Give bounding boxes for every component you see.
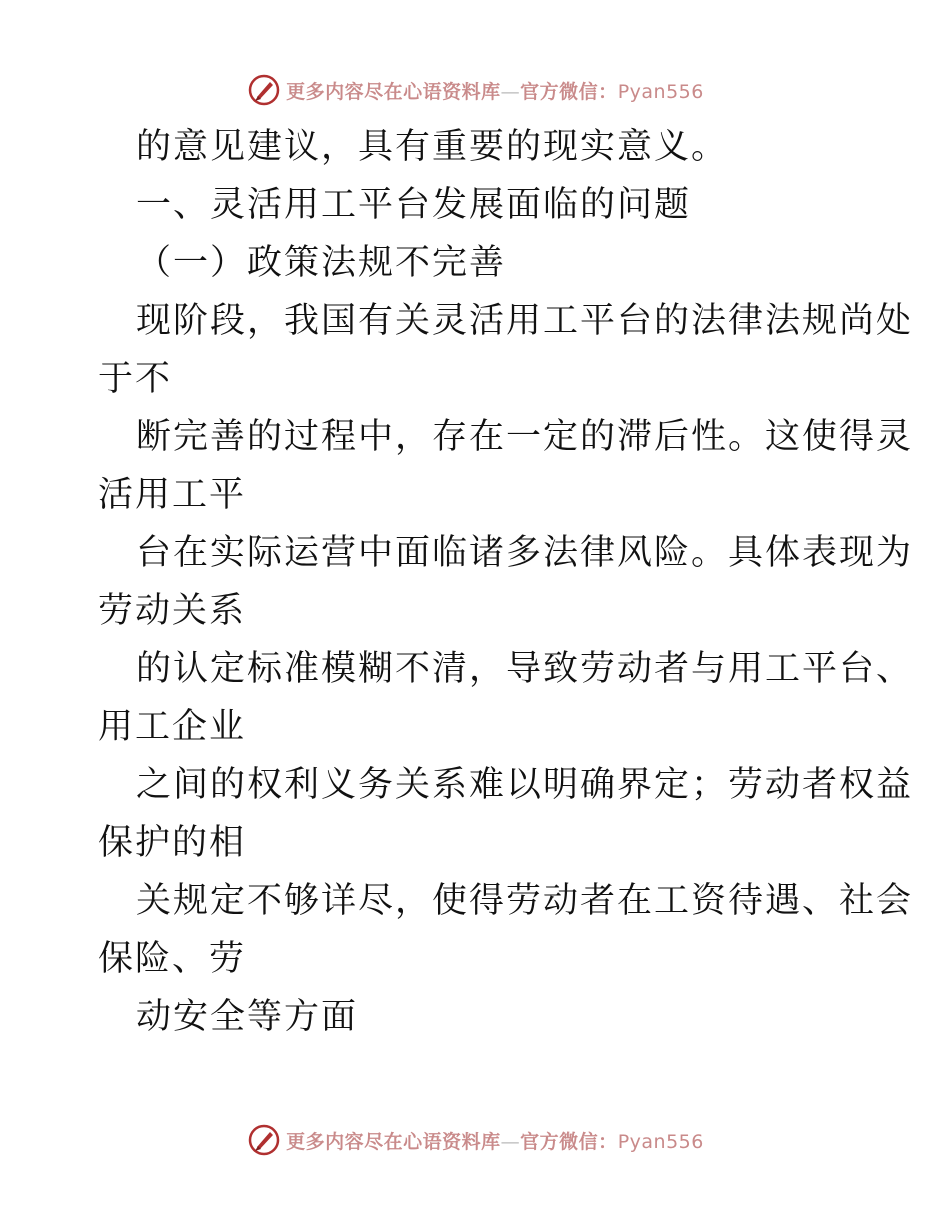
text-line: 保护的相	[98, 823, 247, 863]
logo-icon	[246, 1122, 282, 1158]
watermark-account: Pyan556	[617, 1130, 704, 1153]
watermark-account: Pyan556	[617, 80, 704, 103]
section-heading: 一、灵活用工平台发展面临的问题	[136, 185, 692, 225]
text-line: 的认定标准模糊不清，导致劳动者与用工平台、	[136, 649, 914, 689]
text-line: 断完善的过程中，存在一定的滞后性。这使得灵	[136, 417, 914, 457]
document-body	[98, 118, 914, 1046]
text-line: 现阶段，我国有关灵活用工平台的法律法规尚处	[136, 301, 914, 341]
text-line: 劳动关系	[98, 591, 247, 631]
text-line: 活用工平	[98, 475, 247, 515]
text-line: 动安全等方面	[136, 997, 359, 1037]
text-line: 用工企业	[98, 707, 247, 747]
text-line: 保险、劳	[98, 939, 247, 979]
text-line: 于不	[98, 359, 173, 399]
logo-icon	[246, 72, 282, 108]
footer-watermark	[0, 1120, 950, 1160]
watermark-official: 官方微信：	[520, 1130, 618, 1153]
text-line: 关规定不够详尽，使得劳动者在工资待遇、社会	[136, 881, 914, 921]
text-line: 之间的权利义务关系难以明确界定；劳动者权益	[136, 765, 914, 805]
text-line: 的意见建议，具有重要的现实意义。	[136, 127, 729, 167]
watermark-brand: 更多内容尽在心语资料库	[286, 80, 501, 103]
watermark-dash: —	[500, 80, 521, 103]
header-watermark	[0, 70, 950, 110]
subsection-heading: （一）政策法规不完善	[136, 243, 507, 283]
watermark-dash: —	[500, 1130, 521, 1153]
watermark-official: 官方微信：	[520, 80, 618, 103]
text-line: 台在实际运营中面临诸多法律风险。具体表现为	[136, 533, 914, 573]
watermark-brand: 更多内容尽在心语资料库	[286, 1130, 501, 1153]
